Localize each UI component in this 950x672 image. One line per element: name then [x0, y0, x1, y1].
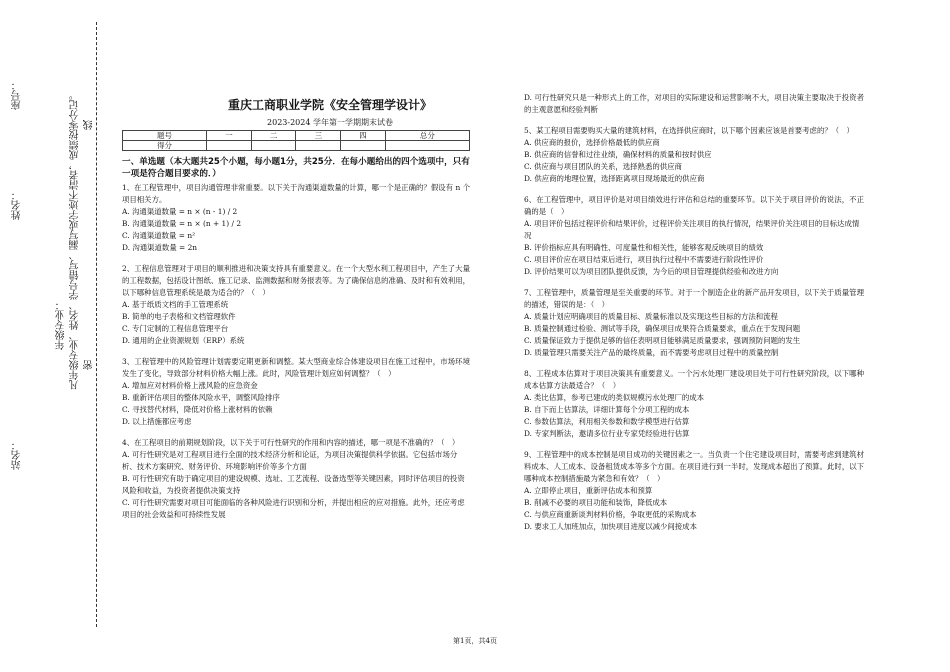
- answer-option: B. 质量控制通过检验、测试等手段，确保项目成果符合质量要求，重点在于发现问题: [524, 324, 801, 333]
- score-header-cell: 题号: [123, 131, 207, 141]
- score-header-cell: 总分: [385, 131, 469, 141]
- right-column: [524, 92, 864, 542]
- answer-option: D. 通用的企业资源规划（ERP）系统: [122, 336, 245, 345]
- seat-label: 座号：: [12, 80, 23, 110]
- question-stem: 7、工程管理中，质量管理是至关重要的环节。对于一个制造企业的新产品开发项目，以下关于质量管理的描述，错误的是：（ ）: [524, 288, 864, 309]
- answer-option: B. 重新评估项目的整体风险水平，调整风险排序: [122, 393, 280, 402]
- answer-option: D. 沟通渠道数量 = 2n: [122, 243, 198, 252]
- page-footer: 第1页，共4页: [453, 637, 497, 645]
- answer-option: C. 质量保证致力于提供足够的信任表明项目能够满足质量要求，强调预防问题的发生: [524, 336, 801, 345]
- binding-instructions: 凡年级专业、姓名、学号错写、漏写或字迹不清者，成绩按零分记。: [70, 90, 81, 390]
- answer-option: B. 削减不必要的项目功能和装饰，降低成本: [524, 498, 668, 507]
- question-item: [524, 92, 864, 116]
- answer-option: A. 沟通渠道数量 = n × (n - 1) / 2: [122, 207, 238, 216]
- question-stem: 2、工程信息管理对于项目的顺利推进和决策支持具有重要意义。在一个大型水利工程项目中，产生了大量的工程数据，包括设计图纸、施工记录、监测数据和财务报表等。为了确保信息的准确、及时和有效利用，以下哪种信息管理系统是最为适合的？（ ）: [122, 264, 470, 297]
- cut-line: [96, 22, 97, 627]
- question-item: [524, 449, 864, 533]
- question-stem: 3、工程管理中的风险管理计划需要定期更新和调整。某大型商业综合体建设项目在施工过程中，市场环境发生了变化，导致部分材料价格大幅上涨。此时，风险管理计划应如何调整？（ ）: [122, 357, 470, 378]
- answer-option: B. 自下而上估算法，详细计算每个分项工程的成本: [524, 405, 690, 414]
- answer-option: A. 可行性研究是对工程项目进行全面的技术经济分析和论证，为项目决策提供科学依据。它包括市场分析、技术方案研究、财务评价、环境影响评价等多个方面: [122, 450, 458, 471]
- answer-option: B. 沟通渠道数量 = n × (n + 1) / 2: [122, 219, 242, 228]
- question-stem: 8、工程成本估算对于项目决策具有重要意义。一个污水处理厂建设项目处于可行性研究阶段，以下哪种成本估算方法最适合？（ ）: [524, 369, 864, 390]
- score-row-label: 得分: [123, 141, 207, 151]
- seal-char-xian: 线: [84, 120, 95, 130]
- score-table-score-row: [123, 141, 470, 151]
- answer-option: D. 专家判断法，邀请多位行业专家凭经验进行估算: [524, 429, 690, 438]
- left-column: [122, 156, 470, 530]
- answer-option: C. 项目评价应在项目结束后进行，项目执行过程中不需要进行阶段性评价: [524, 255, 764, 264]
- score-cell: [207, 141, 252, 151]
- answer-option: A. 立即停止项目，重新评估成本和预算: [524, 486, 653, 495]
- answer-option: A. 基于纸质文档的手工管理系统: [122, 300, 229, 309]
- question-item: [524, 125, 864, 185]
- grade-label: 年级专业：: [56, 300, 67, 350]
- answer-option: A. 项目评价包括过程评价和结果评价，过程评价关注项目的执行情况，结果评价关注项目的目标达成情况: [524, 219, 860, 240]
- question-stem: 6、在工程管理中，项目评价是对项目绩效进行评估和总结的重要环节。以下关于项目评价的说法，不正确的是（ ）: [524, 195, 864, 216]
- exam-title: 重庆工商职业学院《安全管理学设计》: [227, 98, 432, 112]
- question-stem: D. 可行性研究只是一种形式上的工作，对项目的实际建设和运营影响不大，项目决策主要取决于投资者的主观意愿和经验判断: [524, 93, 864, 114]
- answer-option: C. 与供应商重新谈判材料价格，争取更低的采购成本: [524, 510, 697, 519]
- answer-option: A. 增加应对材料价格上涨风险的应急资金: [122, 381, 258, 390]
- question-stem: 1、在工程管理中，项目沟通管理非常重要。以下关于沟通渠道数量的计算，哪一个是正确的？假设有 n 个项目相关方。: [122, 183, 470, 204]
- answer-option: C. 可行性研究需要对项目可能面临的各种风险进行识别和分析，并提出相应的应对措施。此外，还应考虑项目的社会效益和可持续性发展: [122, 498, 465, 519]
- score-header-cell: 二: [251, 131, 296, 141]
- answer-option: C. 专门定制的工程信息管理平台: [122, 324, 229, 333]
- score-cell: [296, 141, 341, 151]
- answer-option: C. 沟通渠道数量 = n²: [122, 231, 196, 240]
- answer-option: B. 简单的电子表格和文档管理软件: [122, 312, 236, 321]
- question-item: [524, 287, 864, 359]
- answer-option: B. 评价指标应具有明确性、可度量性和相关性，能够客观反映项目的绩效: [524, 243, 764, 252]
- left-question-list: [122, 182, 470, 521]
- question-item: [524, 368, 864, 440]
- section-heading: 一、单选题（本大题共25个小题，每小题1分，共25分．在每小题给出的四个选项中，只有一项是符合题目要求的．）: [122, 157, 470, 179]
- question-item: [122, 263, 470, 347]
- question-stem: 4、在工程项目的前期规划阶段，以下关于可行性研究的作用和内容的描述，哪一项是不准确的？（ ）: [122, 438, 460, 447]
- question-stem: 9、工程管理中的成本控制是项目成功的关键因素之一。当负责一个住宅建设项目时，需要考虑到建筑材料成本、人工成本、设备租赁成本等多个方面。在项目进行到一半时，发现成本超出了预算。此时，以下哪种成本控制措施最为紧急和有效？（ ）: [524, 450, 864, 483]
- answer-option: D. 评价结果可以为项目团队提供反馈，为今后的项目管理提供经验和改进方向: [524, 267, 779, 276]
- question-item: [122, 182, 470, 254]
- answer-option: C. 参数估算法，利用相关参数和数学模型进行估算: [524, 417, 690, 426]
- question-item: [524, 194, 864, 278]
- answer-option: A. 质量计划应明确项目的质量目标、质量标准以及实现这些目标的方法和流程: [524, 312, 778, 321]
- answer-option: D. 质量管理只需要关注产品的最终质量，而不需要考虑项目过程中的质量控制: [524, 348, 779, 357]
- name-label: 姓名：: [12, 190, 23, 220]
- exam-subtitle: 2023-2024 学年第一学期期末试卷: [267, 118, 393, 127]
- right-question-list: [524, 92, 864, 533]
- score-header-cell: 三: [296, 131, 341, 141]
- score-cell: [341, 141, 386, 151]
- score-header-cell: 一: [207, 131, 252, 141]
- question-stem: 5、某工程项目需要购买大量的建筑材料，在选择供应商时，以下哪个因素应该是首要考虑的？（ ）: [524, 126, 854, 135]
- answer-option: A. 类比估算，参考已建成的类似规模污水处理厂的成本: [524, 393, 705, 402]
- score-cell: [251, 141, 296, 151]
- question-item: [122, 356, 470, 428]
- answer-option: C. 供应商与项目团队的关系，选择熟悉的供应商: [524, 162, 682, 171]
- score-header-cell: 四: [341, 131, 386, 141]
- school-label: 站名：: [12, 440, 23, 470]
- answer-option: C. 寻找替代材料，降低对价格上涨材料的依赖: [122, 405, 273, 414]
- answer-option: B. 供应商的信誉和过往业绩，确保材料的质量和按时供应: [524, 150, 712, 159]
- score-table: [122, 130, 470, 151]
- seal-char-mi: 密: [84, 360, 95, 370]
- binding-margin: [0, 0, 110, 672]
- answer-option: D. 要求工人加班加点，加快项目进度以减少间接成本: [524, 522, 697, 531]
- answer-option: A. 供应商的报价，选择价格最低的供应商: [524, 138, 660, 147]
- answer-option: D. 以上措施都应考虑: [122, 417, 192, 426]
- question-item: [122, 437, 470, 521]
- score-cell: [385, 141, 469, 151]
- answer-option: D. 供应商的地理位置，选择距离项目现场最近的供应商: [524, 174, 705, 183]
- score-table-header-row: [123, 131, 470, 141]
- answer-option: B. 可行性研究有助于确定项目的建设规模、选址、工艺流程、设备选型等关键因素，同时评估项目的投资风险和收益，为投资者提供决策支持: [122, 474, 465, 495]
